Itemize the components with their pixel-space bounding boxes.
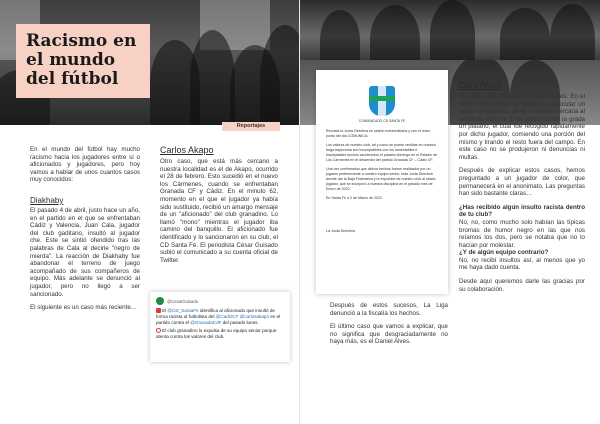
mention-link[interactable]: @CadizCF: [215, 313, 239, 319]
avatar: [156, 297, 164, 305]
heading-akapo: Carlos Akapo: [160, 145, 214, 155]
communique-p1: Reunida la Junta Directiva en sesión extraordinaria y con el único punto del día COMUNICA:: [326, 129, 431, 138]
alves-text: En este caso hablamos de Dani Alves. En el minuto 75 cuando se disponía a ejecutar un saque de esquina, en la zona más cercana al asistente número 2, se lanzó desde la grada un plátano, el cual fue recogido rápidamente por dicho jugador, comiendo una porción del mismo y tirando el resto fuera del campo. En este caso no se produjeron ni denuncias ni multas.: [459, 93, 585, 161]
mention-link[interactable]: @carlosakapo: [239, 313, 270, 319]
column-1: [30, 146, 140, 312]
thanks-text: Desde aquí queremos darle las gracias por su colaboración.: [459, 278, 585, 293]
tweet-text-1: El @CD_SantaFe identifica al aficionado que insultó de forma racista al futbolista del @CadizCF @carlosakapo en el partido contra el @GranadaCdF del pasado lunes.: [156, 308, 281, 325]
club-communique: [316, 70, 448, 294]
club-crest-icon: [369, 86, 395, 116]
outro-text: El siguiente es un caso más reciente…: [30, 304, 137, 312]
alert-icon: [156, 308, 161, 313]
title-box: [16, 24, 150, 98]
communique-date: En Santa Fe a 2 de Marzo de 2022: [326, 196, 382, 200]
column-2: [160, 145, 278, 264]
answer-2: No, no recibí insultos así, al menos que yo me haya dado cuenta.: [459, 256, 585, 272]
heading-alves: Dani Alves: [459, 80, 502, 90]
intro-text: En el mundo del fútbol hay mucho racismo hacia los jugadores entre sí o aficionados y jugadores, pero hoy vamos a hablar de unos cuantos casos muy conocidos:: [30, 146, 140, 184]
alves-intro-text: El último caso que vamos a explicar, que no significa que desgraciadamente no haya más, es el Daniel Alves.: [330, 323, 448, 346]
column-4: [459, 80, 585, 293]
tweet-text-2: El club granadino lo expulsa de su equipo senior porque atenta contra los valores del club.: [156, 328, 277, 340]
section-tag: Reportajes: [222, 122, 280, 131]
heading-diakhaby: Diakhaby: [30, 195, 64, 205]
liga-text: Después de estos sucesos, La Liga denunció a la fiscalía los hechos.: [330, 302, 448, 317]
page-title: Racismo en el mundo del fútbol: [26, 31, 137, 89]
prohibited-icon: [156, 328, 161, 333]
communique-p2: Los valores de nuestro club, tal y como se puede verificar en nuestra larga trayectoria son incompatibles con los lamentables e inaceptables hechos acontecidos el pasado domingo en el Estadio de Los Cármenes en el desarrollo del partido Granada CF – Cádiz CF.: [326, 143, 438, 162]
akapo-text: Otro caso, que está más cercano a nuestra localidad es el de Akapo, ocurrido el 28 de febrero. Esto sucedió en el nuevo los Cármenes, cuando se enfrentaban Granada CF y Cádiz. En el minuto 62, momento en el que el jugador ya había sido sustituido, recibió un amargo mensaje de un "aficionado" del club granadino. Lo llamó "mono" mientras el jugador iba camino del banquillo. El aficionado fue identificado y lo sancionaron en su club, el CD Santa Fé. El periodista César Guisado subió el comunicado a su cuenta oficial de Twitter.: [160, 158, 278, 264]
communique-signature: La Junta Directiva: [326, 229, 355, 233]
question-2: ¿Y de algún equipo contrario?: [459, 249, 549, 257]
mention-link[interactable]: @CD_SantaFe: [167, 308, 199, 313]
tweet-handle: @CesarGuisado: [167, 298, 199, 304]
column-3: [330, 302, 448, 346]
answer-1: No, no, como mucho solo habían las típicas bromas de humor negro en las que nos reíamos los dos, pero se notaba que no lo hacían por molestar.: [459, 218, 585, 249]
question-1: ¿Has recibido algún insulto racista dentro de tu club?: [459, 203, 585, 219]
interview-intro: Después de explicar estos casos, hemos preguntado a un jugador de color, que permanecerá en el anonimato. Las preguntas han sido bastante claras…: [459, 167, 585, 198]
communique-org: COMUNICADO CD SANTA FE: [358, 119, 406, 123]
mention-link[interactable]: @GranadaCdF: [190, 319, 222, 325]
communique-p3: Una vez confirmados que dichos hechos fueron realizados por un jugador perteneciente a nuestro equipo sénior, esta Junta Directiva decide dar la Baja Federativa y la expulsión de nuestro club al citado jugador, que se incorporó a nuestra disciplina en el pasado mes de Enero de 2022.: [326, 167, 436, 191]
tweet-card: [150, 292, 290, 362]
diakhaby-text: El pasado 4 de abril, justo hace un año, en el partido en el que se enfrentaban Cádiz y Valencia, Juan Cala, jugador del club gaditano, insultó al jugador che. Este se sintió ofendido tras las palabras de Cala al decirle "negro de mierda". La reacción de Diakhaby fue abandonar el terreno de juego acompañado de sus compañeros de equipo. Más adelante se denunció al jugador, pero no llegó a ser sancionado.: [30, 206, 140, 298]
crowd-photo-right: [300, 0, 600, 60]
